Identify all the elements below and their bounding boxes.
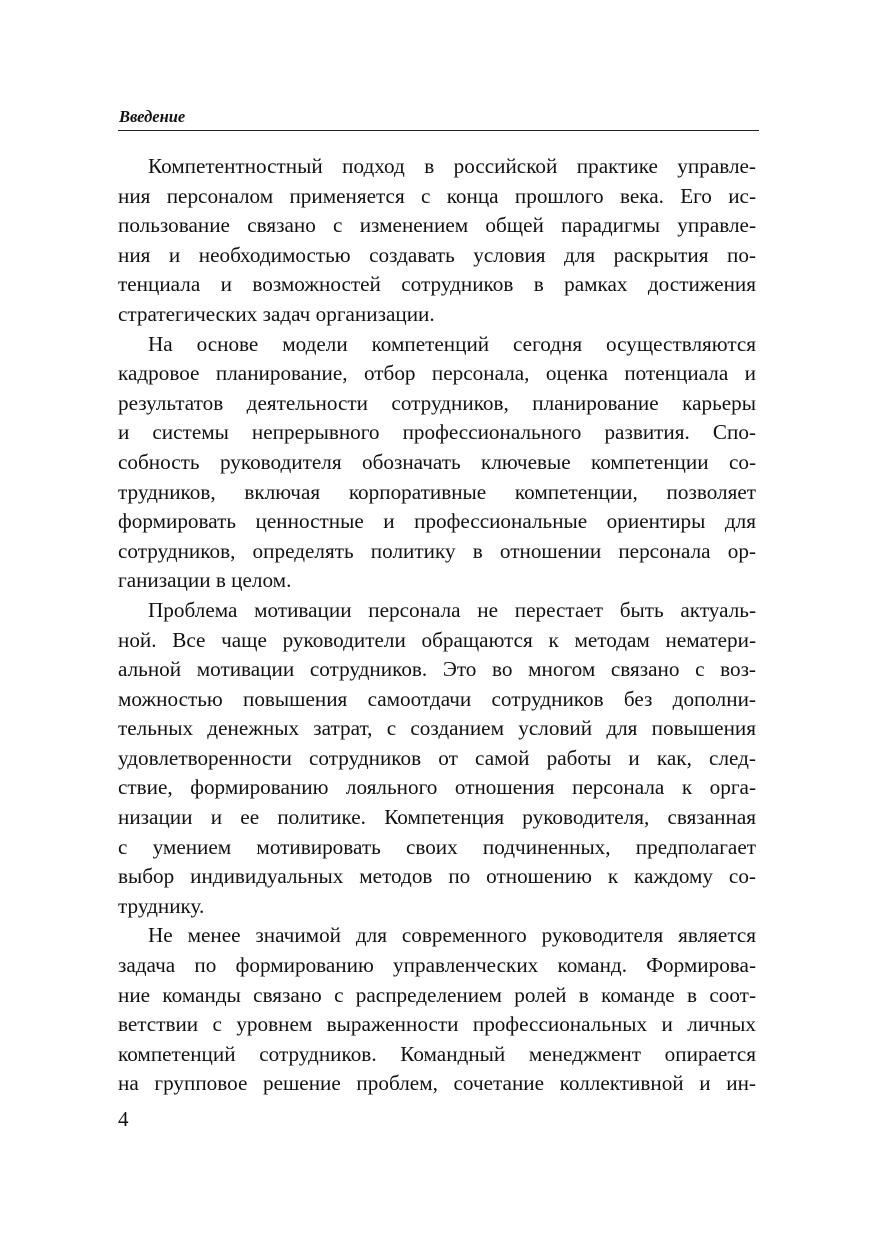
page-number: 4 — [118, 1107, 129, 1131]
text-line: На основе модели компетенций сегодня осуществляются — [148, 331, 756, 356]
text-line: труднику. — [118, 893, 205, 918]
text-line: удовлетворенности сотрудников от самой работы и как, след- — [118, 745, 756, 770]
text-line: ствие, формированию лояльного отношения персонала к орга- — [118, 775, 756, 800]
running-header — [118, 106, 759, 131]
text-line: результатов деятельности сотрудников, планирование карьеры — [118, 390, 756, 415]
text-line: ганизации в целом. — [118, 568, 292, 593]
text-line: на групповое решение проблем, сочетание коллективной и ин- — [118, 1071, 756, 1096]
text-line: тенциала и возможностей сотрудников в рамках достижения — [118, 272, 756, 297]
body-text — [118, 152, 756, 1099]
paragraph-2 — [118, 330, 756, 596]
text-line: альной мотивации сотрудников. Это во многом связано с воз- — [118, 657, 756, 682]
text-line: ной. Все чаще руководители обращаются к методам нематери- — [118, 627, 756, 652]
text-line: ния персоналом применяется с конца прошлого века. Его ис- — [118, 183, 756, 208]
text-line: ния и необходимостью создавать условия для раскрытия по- — [118, 242, 756, 267]
text-line: сотрудников, определять политику в отношении персонала ор- — [118, 538, 756, 563]
text-line: тельных денежных затрат, с созданием условий для повышения — [118, 716, 756, 741]
text-line: выбор индивидуальных методов по отношению к каждому со- — [118, 864, 756, 889]
paragraph-1 — [118, 152, 756, 330]
paragraph-4 — [118, 921, 756, 1099]
text-line: и системы непрерывного профессионального развития. Спо- — [118, 420, 756, 445]
text-line: Компетентностный подход в российской практике управле- — [148, 154, 756, 178]
text-line: ние команды связано с распределением ролей в команде в соот- — [118, 982, 756, 1007]
text-line: Проблема мотивации персонала не перестает быть актуаль- — [148, 597, 756, 622]
text-line: Не менее значимой для современного руководителя является — [148, 923, 756, 948]
text-line: пользование связано с изменением общей парадигмы управле- — [118, 213, 756, 238]
text-line: кадровое планирование, отбор персонала, оценка потенциала и — [118, 361, 756, 386]
paragraph-3 — [118, 596, 756, 922]
text-line: стратегических задач организации. — [118, 301, 435, 326]
running-header-title: Введение — [119, 107, 186, 126]
text-line: трудников, включая корпоративные компетенции, позволяет — [118, 479, 756, 504]
text-line: можностью повышения самоотдачи сотрудников без дополни- — [118, 686, 756, 711]
text-line: с умением мотивировать своих подчиненных, предполагает — [118, 834, 756, 859]
text-line: компетенций сотрудников. Командный менеджмент опирается — [118, 1041, 756, 1066]
text-line: ветствии с уровнем выраженности профессиональных и личных — [118, 1012, 756, 1037]
text-line: низации и ее политике. Компетенция руководителя, связанная — [118, 805, 756, 830]
text-line: формировать ценностные и профессиональные ориентиры для — [118, 509, 756, 534]
text-line: собность руководителя обозначать ключевые компетенции со- — [118, 449, 756, 474]
text-line: задача по формированию управленческих команд. Формирова- — [118, 953, 756, 978]
